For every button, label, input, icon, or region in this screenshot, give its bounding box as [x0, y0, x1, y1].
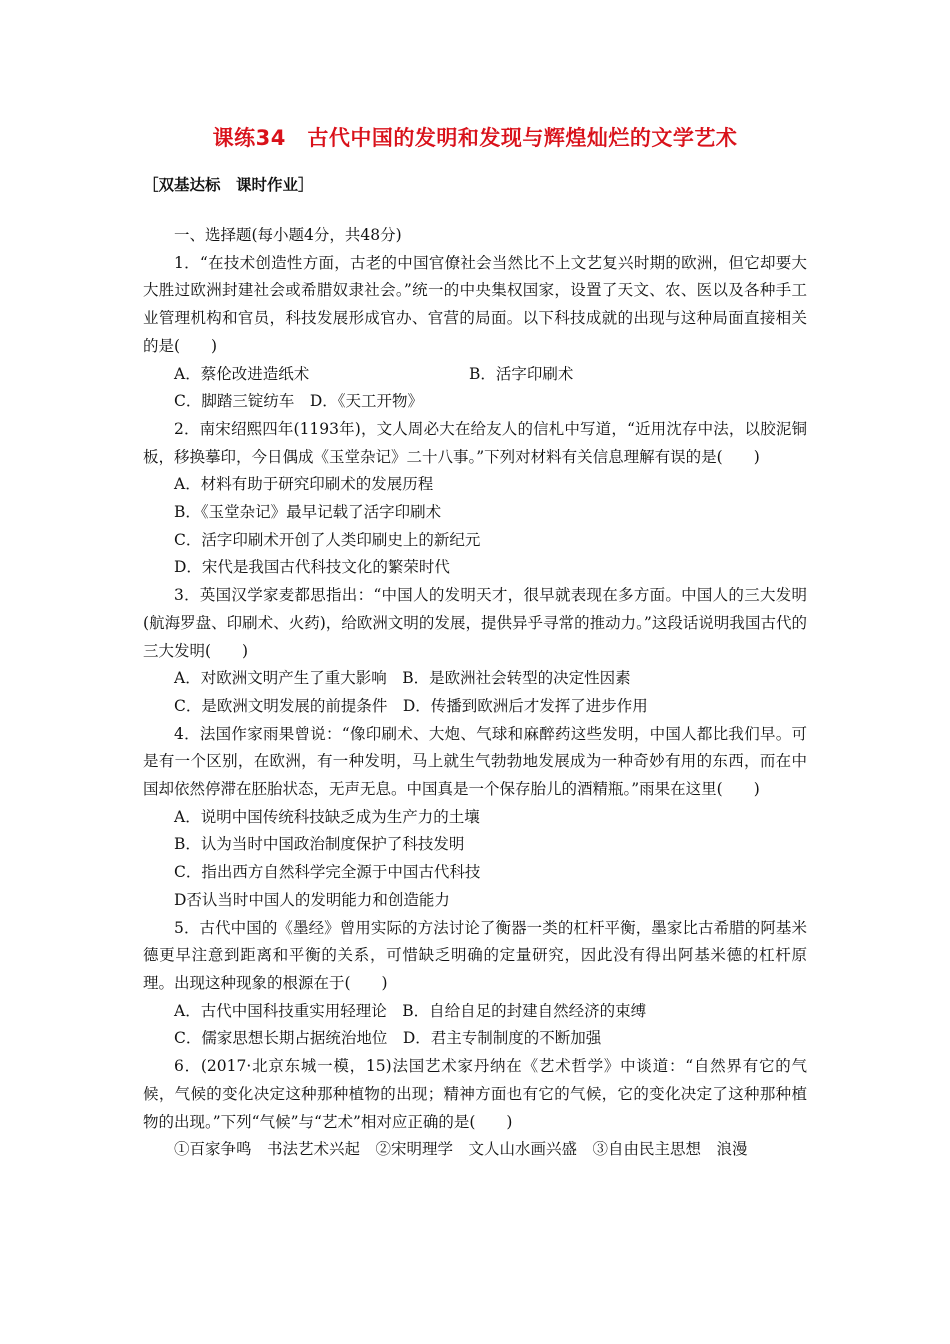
question-4-option-d: D否认当时中国人的发明能力和创造能力 [174, 890, 450, 909]
section-label: ［双基达标 课时作业］ [143, 175, 314, 194]
question-4-option-a: A．说明中国传统科技缺乏成为生产力的土壤 [174, 807, 480, 826]
question-3-stem: 3．英国汉学家麦都思指出：“中国人的发明天才，很早就表现在多方面。中国人的三大发明(航海罗盘、印刷术、火药)，给欧洲文明的发展，提供异乎寻常的推动力。”这段话说明我国古代的三大发明( ) [143, 586, 807, 660]
question-3-options-ab: A．对欧洲文明产生了重大影响 B．是欧洲社会转型的决定性因素 [174, 669, 631, 688]
question-5-stem: 5．古代中国的《墨经》曾用实际的方法讨论了衡器一类的杠杆平衡，墨家比古希腊的阿基米德更早注意到距离和平衡的关系，可惜缺乏明确的定量研究，因此没有得出阿基米德的杠杆原理。出现这种现象的根源在于( ) [143, 918, 807, 992]
question-5-options-ab: A．古代中国科技重实用轻理论 B．自给自足的封建自然经济的束缚 [174, 1001, 647, 1020]
question-5-options-cd: C．儒家思想长期占据统治地位 D．君主专制制度的不断加强 [174, 1029, 602, 1048]
question-4-option-b: B．认为当时中国政治制度保护了科技发明 [174, 835, 465, 854]
question-4-stem: 4．法国作家雨果曾说：“像印刷术、大炮、气球和麻醉药这些发明，中国人都比我们早。可是有一个区别，在欧洲，有一种发明，马上就生气勃勃地发展成为一种奇妙有用的东西，而在中国却依然停滞在胚胎状态，无声无息。中国真是一个保存胎儿的酒精瓶。”雨果在这里( ) [143, 724, 807, 799]
question-6-options-line: ①百家争鸣 书法艺术兴起 ②宋明理学 文人山水画兴盛 ③自由民主思想 浪漫 [174, 1140, 748, 1159]
question-2-stem: 2．南宋绍熙四年(1193年)，文人周必大在给友人的信札中写道，“近用沈存中法，以胶泥铜板，移换摹印，今日偶成《玉堂杂记》二十八事。”下列对材料有关信息理解有误的是( ) [143, 419, 807, 466]
question-2-option-d: D．宋代是我国古代科技文化的繁荣时代 [174, 558, 450, 577]
question-1-options-cd: C．脚踏三锭纺车 D．《天工开物》 [174, 392, 424, 411]
part-heading: 一、选择题(每小题4分，共48分) [174, 226, 402, 244]
question-body [143, 222, 807, 1164]
question-1-options-ab [143, 361, 807, 389]
question-4-option-c: C．指出西方自然科学完全源于中国古代科技 [174, 863, 481, 882]
question-2-option-c: C．活字印刷术开创了人类印刷史上的新纪元 [174, 530, 481, 549]
question-3-options-cd: C．是欧洲文明发展的前提条件 D．传播到欧洲后才发挥了进步作用 [174, 696, 648, 715]
option-b: B．活字印刷术 [469, 364, 574, 383]
question-2-option-b: B．《玉堂杂记》最早记载了活字印刷术 [174, 503, 442, 522]
question-6-stem: 6．(2017·北京东城一模，15)法国艺术家丹纳在《艺术哲学》中谈道：“自然界有它的气候，气候的变化决定这种那种植物的出现；精神方面也有它的气候，它的变化决定了这种那种植物的出现。”下列“气候”与“艺术”相对应正确的是( ) [143, 1057, 807, 1131]
option-a: A．蔡伦改进造纸术 [174, 364, 310, 383]
page-title: 课练34 古代中国的发明和发现与辉煌灿烂的文学艺术 [212, 126, 738, 150]
question-1-stem: 1．“在技术创造性方面，古老的中国官僚社会当然比不上文艺复兴时期的欧洲，但它却要大大胜过欧洲封建社会或希腊奴隶社会。”统一的中央集权国家，设置了天文、农、医以及各种手工业管理机构和官员，科技发展形成官办、官营的局面。以下科技成就的出现与这种局面直接相关的是( ) [143, 253, 807, 355]
question-2-option-a: A．材料有助于研究印刷术的发展历程 [174, 475, 434, 494]
